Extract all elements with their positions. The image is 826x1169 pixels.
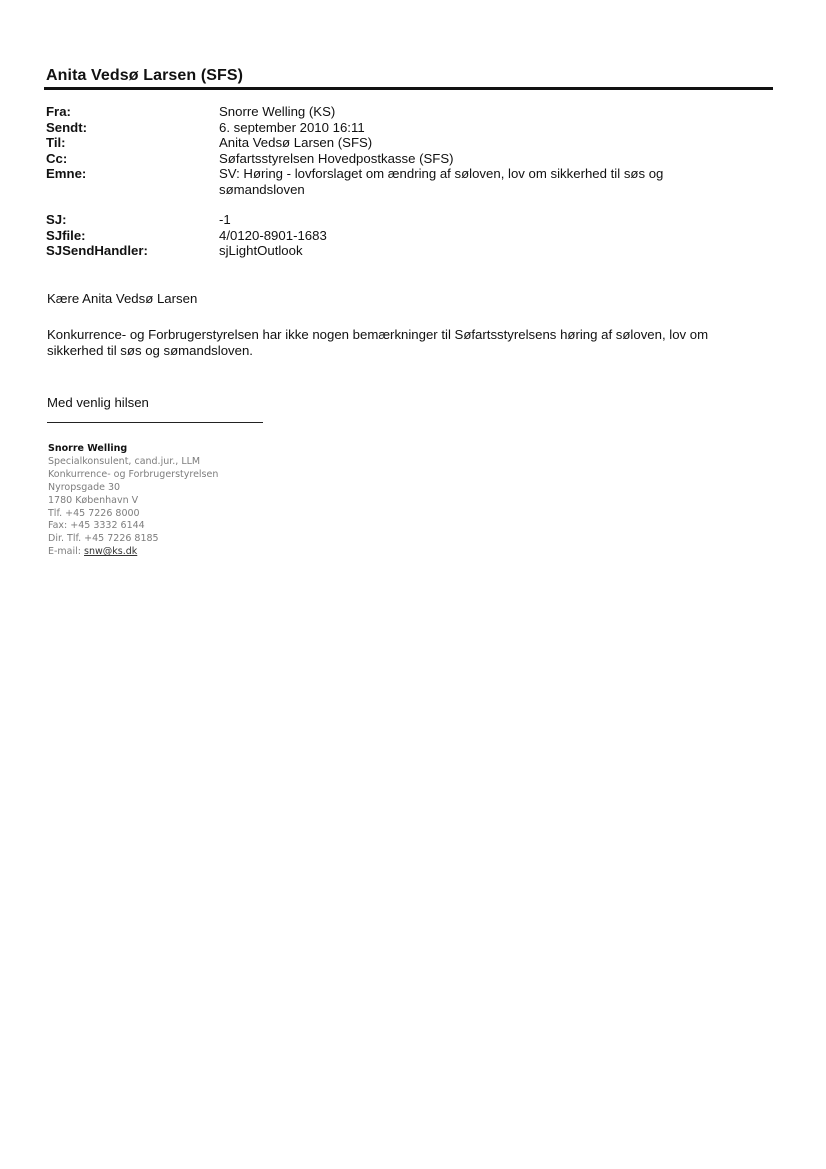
signature-title: Specialkonsulent, cand.jur., LLM	[48, 455, 201, 467]
signature-name: Snorre Welling	[48, 443, 128, 454]
meta-label: SJ:	[46, 212, 67, 227]
email-body-paragraph: Konkurrence- og Forbrugerstyrelsen har ikke nogen bemærkninger til Søfartsstyrelsens høring af søloven, lov om sikkerhed til søs og sømandsloven.	[47, 327, 709, 358]
header-label: Til:	[46, 135, 66, 150]
header-label: Fra:	[46, 104, 71, 119]
email-closing: Med venlig hilsen	[47, 395, 149, 410]
document-title: Anita Vedsø Larsen (SFS)	[46, 67, 244, 84]
meta-value-sj: -1	[219, 212, 231, 227]
email-signature	[48, 443, 218, 559]
header-value-to: Anita Vedsø Larsen (SFS)	[219, 135, 373, 150]
meta-row-sj	[46, 212, 719, 228]
header-label: Emne:	[46, 166, 87, 181]
header-row-cc	[46, 151, 719, 167]
header-row-sent	[46, 120, 719, 136]
email-meta-fields	[46, 212, 719, 259]
signature-fax: Fax: +45 3332 6144	[48, 520, 145, 532]
header-value-sent: 6. september 2010 16:11	[219, 119, 365, 135]
signature-street: Nyropsgade 30	[48, 481, 121, 493]
header-value-subject: SV: Høring - lovforslaget om ændring af søloven, lov om sikkerhed til søs og sømandsloven	[219, 166, 664, 197]
meta-value-sjsendhandler: sjLightOutlook	[219, 243, 303, 258]
header-value-from: Snorre Welling (KS)	[219, 104, 336, 119]
signature-direct-phone: Dir. Tlf. +45 7226 8185	[48, 533, 159, 545]
signature-email-line	[48, 546, 218, 559]
header-row-subject	[46, 166, 719, 197]
signature-email-label: E-mail:	[48, 546, 85, 558]
email-header-fields	[46, 104, 719, 197]
signature-email-link[interactable]: snw@ks.dk	[84, 546, 138, 558]
title-divider	[44, 87, 773, 90]
header-row-from	[46, 104, 719, 120]
signature-organization: Konkurrence- og Forbrugerstyrelsen	[48, 468, 219, 480]
email-salutation: Kære Anita Vedsø Larsen	[47, 291, 198, 306]
header-label: Cc:	[46, 150, 68, 166]
header-row-to	[46, 135, 719, 151]
meta-value-sjfile: 4/0120-8901-1683	[219, 227, 327, 243]
header-label: Sendt:	[46, 119, 88, 135]
meta-row-sjfile	[46, 228, 719, 244]
signature-city: 1780 København V	[48, 494, 139, 506]
header-value-cc: Søfartsstyrelsen Hovedpostkasse (SFS)	[219, 150, 454, 166]
meta-label: SJfile:	[46, 227, 86, 243]
signature-phone: Tlf. +45 7226 8000	[48, 507, 140, 519]
signature-divider	[47, 422, 263, 423]
meta-row-sjsendhandler	[46, 243, 719, 259]
meta-label: SJSendHandler:	[46, 243, 148, 258]
